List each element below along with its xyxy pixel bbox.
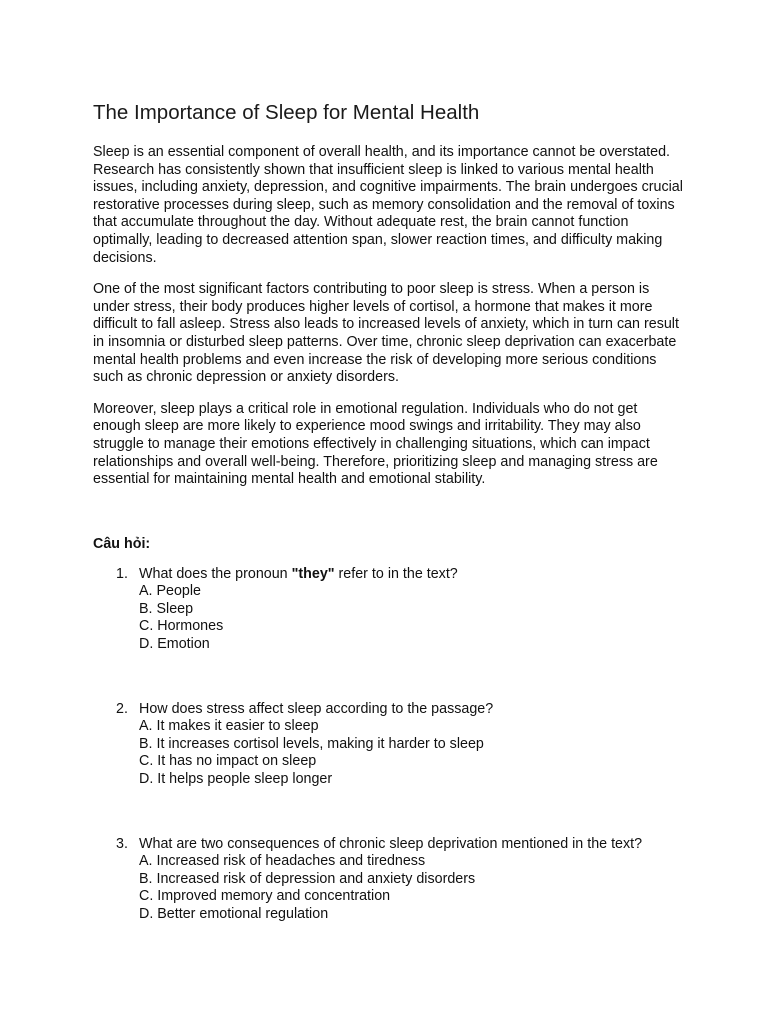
question-number: 3. — [116, 835, 128, 852]
paragraph-1: Sleep is an essential component of overall health, and its importance cannot be overstated. Research has consistently shown that insufficient sleep is linked to various mental health issues, including anxiety, depression, and cognitive impairments. The brain undergoes crucial restorative processes during sleep, such as memory consolidation and the removal of toxins that accumulate throughout the day. Without adequate rest, the brain cannot function optimally, leading to decreased attention span, slower reaction times, and difficulty making decisions. — [93, 144, 683, 266]
document-page — [93, 100, 683, 924]
question-text-end: refer to in the text? — [334, 565, 458, 582]
question-2 — [93, 701, 683, 789]
answer-option: C. It has no impact on sleep — [139, 753, 317, 770]
answer-option: B. It increases cortisol levels, making it harder to sleep — [139, 735, 484, 752]
answer-option: C. Hormones — [139, 618, 224, 635]
answer-option: D. It helps people sleep longer — [139, 771, 333, 788]
document-title: The Importance of Sleep for Mental Health — [93, 101, 480, 124]
answer-option: B. Increased risk of depression and anxiety disorders — [139, 870, 476, 887]
questions-heading: Câu hỏi: — [93, 535, 151, 552]
answer-options — [139, 583, 683, 653]
answer-option: D. Better emotional regulation — [139, 906, 329, 922]
question-text-start: What does the pronoun — [139, 565, 292, 582]
question-1 — [93, 566, 683, 654]
paragraph-3: Moreover, sleep plays a critical role in emotional regulation. Individuals who do not get enough sleep are more likely to experience mood swings and irritability. They may also struggle to manage their emotions effectively in challenging situations, which can impact relationships and overall well-being. Therefore, prioritizing sleep and managing stress are essential for maintaining mental health and emotional stability. — [93, 400, 658, 488]
question-text-emphasis: "they" — [291, 565, 335, 582]
answer-option: D. Emotion — [139, 636, 210, 653]
answer-options — [139, 718, 683, 788]
question-number: 1. — [116, 565, 128, 582]
answer-options — [139, 853, 683, 923]
answer-option: C. Improved memory and concentration — [139, 888, 391, 905]
answer-option: A. Increased risk of headaches and tiredness — [139, 853, 426, 870]
question-text: How does stress affect sleep according to the passage? — [139, 700, 494, 717]
question-number: 2. — [116, 700, 128, 717]
question-text: What are two consequences of chronic sleep deprivation mentioned in the text? — [139, 835, 643, 852]
answer-option: A. It makes it easier to sleep — [139, 718, 319, 735]
answer-option: B. Sleep — [139, 600, 194, 617]
question-text — [139, 566, 683, 584]
answer-option: A. People — [139, 583, 201, 600]
paragraph-2: One of the most significant factors contributing to poor sleep is stress. When a person is under stress, their body produces higher levels of cortisol, a hormone that makes it more difficult to fall asleep. Stress also leads to increased levels of anxiety, which in turn can result in insomnia or disturbed sleep patterns. Over time, chronic sleep deprivation can exacerbate mental health problems and even increase the risk of developing more serious conditions such as chronic depression or anxiety disorders. — [93, 281, 679, 386]
question-3 — [93, 836, 683, 924]
